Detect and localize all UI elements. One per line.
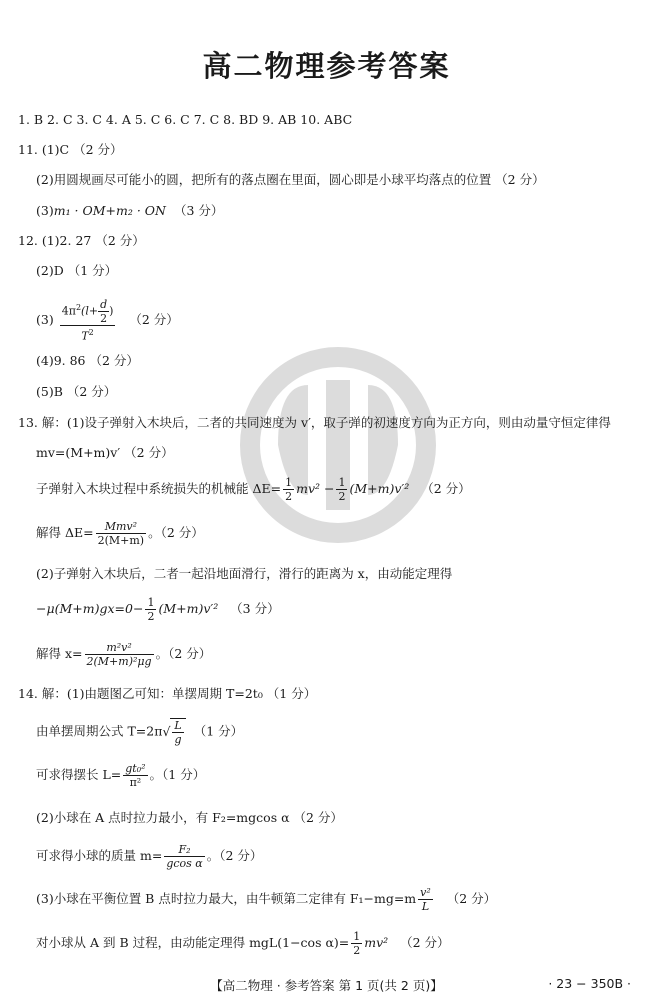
page-title: 高二物理参考答案: [202, 49, 451, 83]
q13-line7: 解得 x= $\frac{\text{m²v²}}{\text{2(M+m)²μg}}$ 。（2 分）: [36, 641, 212, 668]
footer-page-info: 【高二物理 · 参考答案 第 1 页(共 2 页)】: [210, 978, 443, 993]
q12-part3: (3) $4\pi^2(l+$ $\frac{d}{2}$ ) $T^2$ （2 分）: [36, 298, 179, 343]
q11-part3: (3)m₁ · OM+m₂ · ON （3 分）: [36, 203, 224, 218]
q12-formula: $4\pi^2(l+$ $\frac{d}{2}$ ) $T^2$: [61, 298, 114, 343]
q11-part2: (2)用圆规画尽可能小的圆，把所有的落点圈在里面，圆心即是小球平均落点的位置 （2 分）: [36, 172, 545, 187]
q13-line2: mv=(M+m)v′ （2 分）: [36, 445, 174, 460]
q12-part5: (5)B （2 分）: [36, 384, 117, 399]
q11-part1: 11. (1)C （2 分）: [18, 142, 123, 157]
q14-line5: 可求得小球的质量 m= $\frac{\text{F₂}}{\text{gcos α}}$ 。（2 分）: [36, 843, 263, 870]
q13-line1: 13. 解：(1)设子弹射入木块后，二者的共同速度为 v′，取子弹的初速度方向为正方向，则由动量守恒定律得: [18, 415, 611, 430]
footer-code: · 23 − 350B ·: [548, 976, 631, 991]
q14-line4: (2)小球在 A 点时拉力最小，有 F₂=mgcos α （2 分）: [36, 810, 343, 825]
q13-line4: 解得 ΔE= $\frac{\text{Mmv²}}{2(M+m)}$ 。（2 分）: [36, 520, 204, 547]
q12-part2: (2)D （1 分）: [36, 263, 118, 278]
multiple-choice-answers: 1. B 2. C 3. C 4. A 5. C 6. C 7. C 8. BD 9. AB 10. ABC: [18, 112, 353, 127]
q13-line6: −μ(M+m)gx=0− $\frac{1}{2}$ (M+m)v′² （3 分）: [36, 596, 280, 623]
q14-line7: 对小球从 A 到 B 过程，由动能定理得 mgL(1−cos α)= $\frac{1}{2}$ mv² （2 分）: [36, 930, 450, 957]
q14-line2: 由单摆周期公式 T=2π√ $\frac{L}{g}$ （1 分）: [36, 719, 244, 746]
q13-line3: 子弹射入木块过程中系统损失的机械能 ΔE= $\frac{1}{2}$ mv² − $\frac{1}{2}$ (M+m)v′² （2 分）: [36, 476, 471, 503]
q14-line3: 可求得摆长 L= $\frac{\text{gt₀²}}{\text{π²}}$ 。（1 分）: [36, 762, 206, 789]
q14-line6: (3)小球在平衡位置 B 点时拉力最大，由牛顿第二定律有 F₁−mg=m $\frac{\text{v²}}{L}$ （2 分）: [36, 886, 497, 913]
q12-part4: (4)9. 86 （2 分）: [36, 353, 139, 368]
q13-line5: (2)子弹射入木块后，二者一起沿地面滑行，滑行的距离为 x，由动能定理得: [36, 566, 453, 581]
watermark-logo: [238, 345, 438, 545]
q12-part1: 12. (1)2. 27 （2 分）: [18, 233, 145, 248]
q14-line1: 14. 解：(1)由题图乙可知：单摆周期 T=2t₀ （1 分）: [18, 686, 317, 701]
